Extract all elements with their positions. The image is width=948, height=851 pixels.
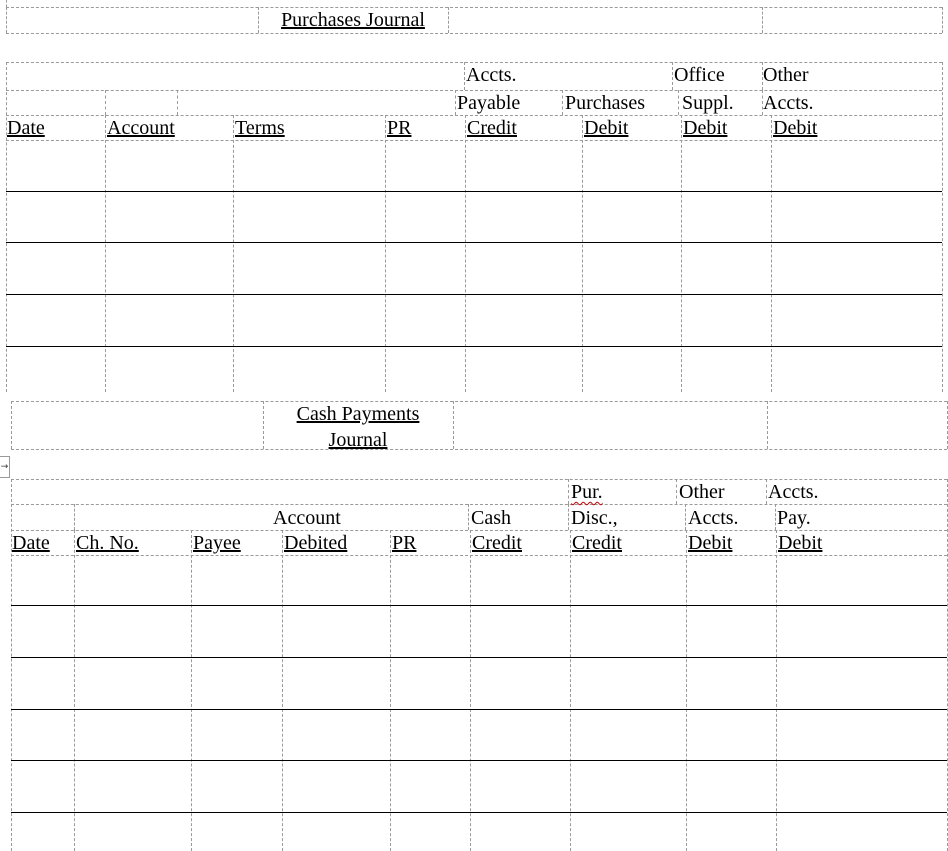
purchases-journal-title: Purchases Journal: [281, 9, 425, 31]
pj-col-ap-line3: Credit: [467, 117, 517, 139]
pj-col-pr: PR: [387, 117, 412, 139]
cpj-col-disc-line3: Credit: [572, 532, 622, 554]
pj-col-office-line3: Debit: [683, 117, 728, 139]
pj-col-other-line1: Other: [763, 64, 809, 86]
cpj-col-payee: Payee: [193, 532, 241, 554]
cpj-col-other-line1: Other: [679, 481, 725, 503]
cash-payments-title-line1: Cash Payments: [296, 403, 420, 425]
cpj-col-other-line3: Debit: [688, 532, 733, 554]
cpj-col-account-line3: Debited: [284, 532, 348, 554]
pj-col-ap-line1: Accts.: [466, 64, 517, 86]
pj-col-other-line3: Debit: [773, 117, 818, 139]
pj-col-purchases-line2: Purchases: [565, 92, 645, 114]
pj-col-terms: Terms: [235, 117, 285, 139]
table-move-handle-icon[interactable]: →: [0, 456, 10, 478]
cash-payments-title-line2: Journal: [328, 429, 388, 451]
pj-col-office-line1: Office: [674, 64, 725, 86]
pj-col-other-line2: Accts.: [763, 92, 814, 114]
cpj-col-disc-line1: [571, 481, 603, 503]
pj-col-account: Account: [107, 117, 175, 139]
pj-col-office-line2: Suppl.: [682, 92, 734, 114]
cpj-col-cash-line2: Cash: [471, 507, 511, 529]
cpj-col-date: Date: [12, 532, 50, 554]
cpj-col-disc-line1-text: Pur.: [571, 481, 603, 503]
pj-col-date: Date: [7, 117, 45, 139]
pj-col-ap-line2: Payable: [457, 92, 521, 114]
cpj-col-other-line2: Accts.: [688, 507, 739, 529]
cpj-col-ap-line1: Accts.: [768, 481, 819, 503]
cpj-col-cash-line3: Credit: [472, 532, 522, 554]
pj-col-purchases-line3: Debit: [584, 117, 629, 139]
cpj-col-pr: PR: [392, 532, 417, 554]
cpj-col-ch-no: Ch. No.: [76, 532, 139, 554]
cpj-col-ap-line3: Debit: [778, 532, 823, 554]
cpj-col-disc-line2: Disc.,: [571, 507, 618, 529]
cpj-col-account-line2: Account: [273, 507, 341, 529]
cpj-col-ap-line2: Pay.: [777, 507, 811, 529]
